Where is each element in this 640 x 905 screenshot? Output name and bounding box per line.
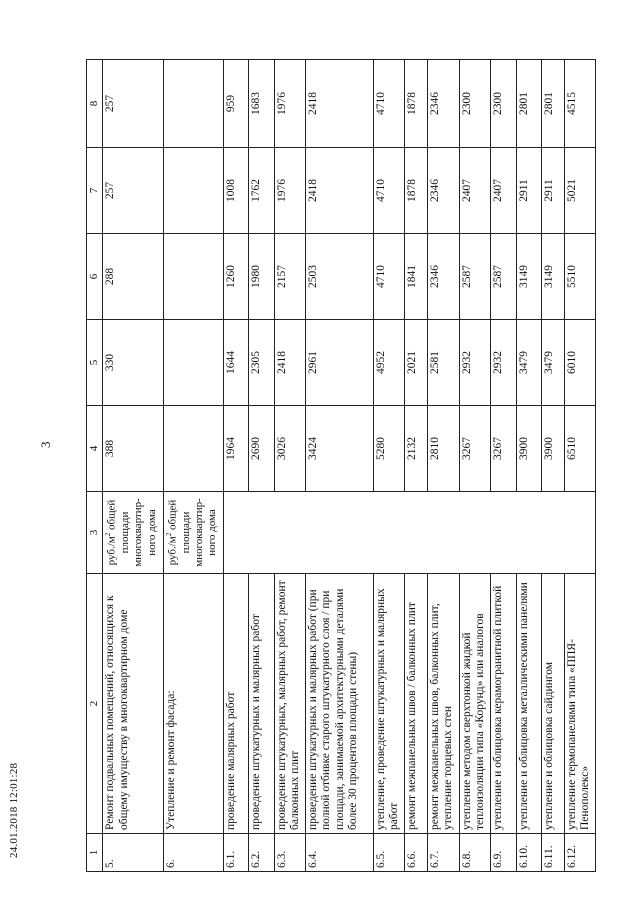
rate-value: 1644 — [224, 320, 249, 406]
work-description: утепление и облицовка металлическими панелями — [516, 574, 541, 834]
rate-value: 388 — [103, 406, 163, 492]
unit-cell — [564, 492, 595, 574]
rate-value: 2346 — [428, 234, 460, 320]
work-description: утепление термопанелями типа «ППЯ-Пенополекс» — [564, 574, 595, 834]
rate-value: 1976 — [274, 148, 306, 234]
rate-value: 2407 — [491, 148, 516, 234]
row-number: 6.7. — [428, 834, 460, 872]
rate-value — [163, 406, 223, 492]
rate-value: 2581 — [428, 320, 460, 406]
row-number: 6.3. — [274, 834, 306, 872]
table-row — [516, 60, 541, 872]
col-header: 5 — [87, 320, 103, 406]
rate-value: 2346 — [428, 148, 460, 234]
unit-cell — [541, 492, 564, 574]
rate-value: 4710 — [373, 60, 405, 148]
rate-value: 1976 — [274, 60, 306, 148]
col-header: 8 — [87, 60, 103, 148]
rate-value: 2810 — [428, 406, 460, 492]
table-row — [274, 60, 306, 872]
row-number: 6.2. — [249, 834, 274, 872]
rate-value — [163, 234, 223, 320]
rate-value: 5510 — [564, 234, 595, 320]
rate-value — [163, 60, 223, 148]
rate-value: 3479 — [541, 320, 564, 406]
row-number: 6.11. — [541, 834, 564, 872]
work-description: утепление, проведение штукатурных и малярных работ — [373, 574, 405, 834]
rate-value: 1260 — [224, 234, 249, 320]
rate-value: 3424 — [306, 406, 373, 492]
unit-cell — [491, 492, 516, 574]
rate-value: 2932 — [491, 320, 516, 406]
table-row — [428, 60, 460, 872]
unit-cell — [405, 492, 428, 574]
table-row — [459, 60, 491, 872]
work-description: проведение штукатурных и малярных работ (при полной отбивке старого штукатурного слоя / при площади, занимаемой архитектурными деталями более 30 процентов площади стены) — [306, 574, 373, 834]
rate-value: 257 — [103, 60, 163, 148]
unit-cell — [373, 492, 405, 574]
rate-value: 3900 — [516, 406, 541, 492]
table-row — [564, 60, 595, 872]
unit-cell — [274, 492, 306, 574]
rate-value: 2503 — [306, 234, 373, 320]
rate-value: 2961 — [306, 320, 373, 406]
row-number: 6. — [163, 834, 223, 872]
table-row — [103, 60, 163, 872]
rate-value: 2801 — [541, 60, 564, 148]
rate-value: 2418 — [306, 60, 373, 148]
rate-value: 1683 — [249, 60, 274, 148]
unit-cell — [428, 492, 460, 574]
rate-value: 1008 — [224, 148, 249, 234]
page-number: 3 — [38, 441, 53, 448]
work-description: утепление методом сверхтонкой жидкой теплоизоляции типа «Корунд» или аналогов — [459, 574, 491, 834]
rate-value: 959 — [224, 60, 249, 148]
row-number: 6.8. — [459, 834, 491, 872]
rate-value: 5280 — [373, 406, 405, 492]
work-description: Утепление и ремонт фасада: — [163, 574, 223, 834]
rate-value: 257 — [103, 148, 163, 234]
rate-value: 4952 — [373, 320, 405, 406]
rate-value: 2587 — [459, 234, 491, 320]
rate-value: 2300 — [491, 60, 516, 148]
rate-value: 2305 — [249, 320, 274, 406]
table-row — [405, 60, 428, 872]
col-header: 6 — [87, 234, 103, 320]
unit-cell — [459, 492, 491, 574]
table-row — [541, 60, 564, 872]
rate-value: 2587 — [491, 234, 516, 320]
rate-value: 330 — [103, 320, 163, 406]
col-header: 7 — [87, 148, 103, 234]
rate-value: 6010 — [564, 320, 595, 406]
rate-value: 5021 — [564, 148, 595, 234]
work-description: утепление и облицовка керамогранитной плиткой — [491, 574, 516, 834]
unit-cell: $руб./м^2$ общей площади многоквартир-ного дома — [163, 492, 223, 574]
unit-cell — [224, 492, 249, 574]
table-row — [224, 60, 249, 872]
rate-value: 1841 — [405, 234, 428, 320]
rate-value — [163, 320, 223, 406]
unit-cell: $руб./м^2$ общей площади многоквартир-ного дома — [103, 492, 163, 574]
table-row — [249, 60, 274, 872]
col-header: 1 — [87, 834, 103, 872]
col-header: 3 — [87, 492, 103, 574]
col-header: 4 — [87, 406, 103, 492]
rate-value: 2418 — [274, 320, 306, 406]
rate-value: 1762 — [249, 148, 274, 234]
work-description: проведение малярных работ — [224, 574, 249, 834]
row-number: 6.12. — [564, 834, 595, 872]
rate-value: 4515 — [564, 60, 595, 148]
rate-value: 2300 — [459, 60, 491, 148]
rate-value: 288 — [103, 234, 163, 320]
work-description: Ремонт подвальных помещений, относящихся к общему имуществу в многоквартирном доме — [103, 574, 163, 834]
rate-value: 3479 — [516, 320, 541, 406]
row-number: 5. — [103, 834, 163, 872]
work-description: утепление и облицовка сайдингом — [541, 574, 564, 834]
rate-value: 2690 — [249, 406, 274, 492]
table-row — [163, 60, 223, 872]
row-number: 6.10. — [516, 834, 541, 872]
row-number: 6.6. — [405, 834, 428, 872]
rate-value: 1980 — [249, 234, 274, 320]
rate-value: 2132 — [405, 406, 428, 492]
col-header: 2 — [87, 574, 103, 834]
rate-value: 2418 — [306, 148, 373, 234]
rate-value: 3149 — [516, 234, 541, 320]
rate-value: 2801 — [516, 60, 541, 148]
rate-value: 3026 — [274, 406, 306, 492]
unit-cell — [306, 492, 373, 574]
table-row — [306, 60, 373, 872]
rate-value: 2021 — [405, 320, 428, 406]
rate-value: 2157 — [274, 234, 306, 320]
rate-value — [163, 148, 223, 234]
work-description: ремонт межпанельных швов, балконных плит, утепление торцевых стен — [428, 574, 460, 834]
document-table-container — [86, 60, 596, 872]
rate-value: 2911 — [541, 148, 564, 234]
rate-value: 3267 — [491, 406, 516, 492]
unit-cell — [249, 492, 274, 574]
row-number: 6.9. — [491, 834, 516, 872]
rate-value: 1878 — [405, 148, 428, 234]
rate-value: 3149 — [541, 234, 564, 320]
row-number: 6.1. — [224, 834, 249, 872]
unit-cell — [516, 492, 541, 574]
header-row — [87, 60, 103, 872]
rate-value: 6510 — [564, 406, 595, 492]
table-row — [373, 60, 405, 872]
rate-value: 4710 — [373, 148, 405, 234]
rate-value: 2346 — [428, 60, 460, 148]
rate-value: 1964 — [224, 406, 249, 492]
rate-value: 2911 — [516, 148, 541, 234]
rate-value: 3267 — [459, 406, 491, 492]
rate-value: 1878 — [405, 60, 428, 148]
row-number: 6.5. — [373, 834, 405, 872]
table-row — [491, 60, 516, 872]
rate-value: 4710 — [373, 234, 405, 320]
rate-value: 2932 — [459, 320, 491, 406]
rates-table — [86, 59, 596, 872]
work-description: проведение штукатурных, малярных работ, ремонт балконных плит — [274, 574, 306, 834]
rate-value: 2407 — [459, 148, 491, 234]
rate-value: 3900 — [541, 406, 564, 492]
work-description: проведение штукатурных и малярных работ — [249, 574, 274, 834]
row-number: 6.4. — [306, 834, 373, 872]
footer-timestamp: 24.01.2018 12:01:28 — [8, 762, 20, 858]
work-description: ремонт межпанельных швов / балконных плит — [405, 574, 428, 834]
